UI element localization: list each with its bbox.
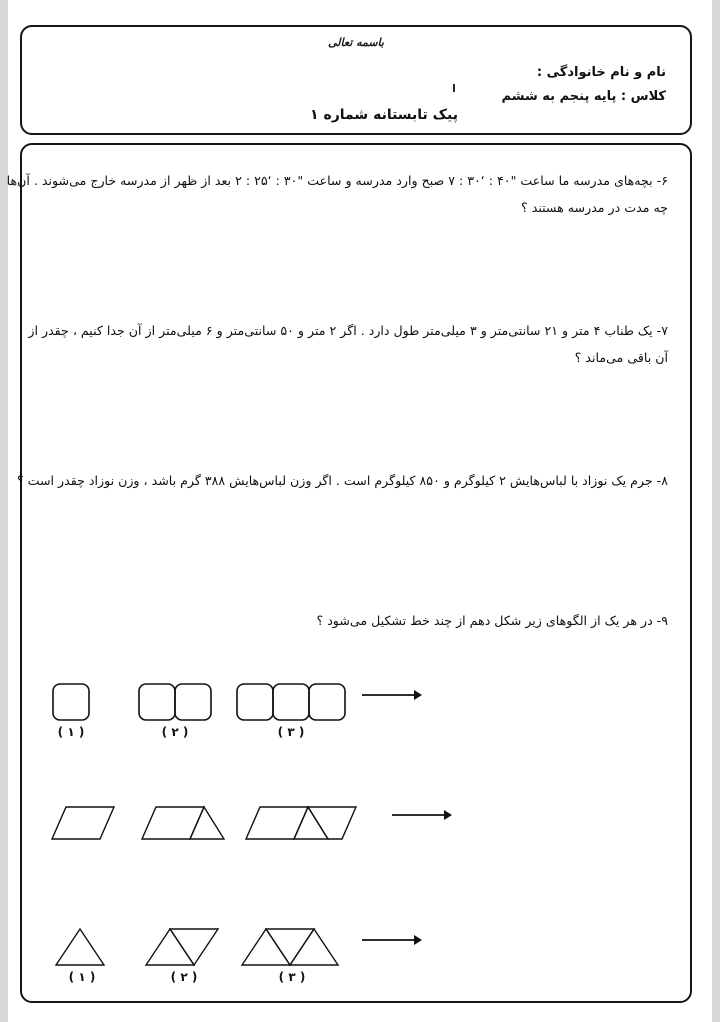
arrow-icon-triangles xyxy=(362,932,422,952)
page-title: پیک تابستانه شماره ۱ xyxy=(310,107,458,123)
question-6-line-2: چه مدت در مدرسه هستند ؟ xyxy=(521,200,668,215)
arrow-icon-squares xyxy=(362,687,422,707)
question-9 xyxy=(44,607,668,634)
question-8-line-1: ۸- جرم یک نوزاد با لباس‌هایش ۲ کیلوگرم و ۸۵۰ کیلوگرم است . اگر وزن لباس‌هایش ۳۸۸ گرم باشد ، وزن نوزاد چقدر است ؟ xyxy=(16,473,668,488)
pattern-row-parallelograms xyxy=(44,775,444,865)
question-8 xyxy=(16,467,668,494)
question-7 xyxy=(28,317,668,371)
figure-triangle-2 xyxy=(144,926,224,984)
basmala-text: باسمه تعالی xyxy=(328,36,384,49)
worksheet-page xyxy=(8,0,712,1022)
figure-squares-3 xyxy=(234,681,348,739)
figure-triangle-1 xyxy=(54,926,110,984)
figure-label-squares-2: ( ۲ ) xyxy=(161,725,189,739)
figure-label-squares-1: ( ۱ ) xyxy=(57,725,85,739)
figure-parallelogram-3 xyxy=(244,803,390,843)
pattern-row-squares xyxy=(44,655,444,745)
figure-parallelogram-2 xyxy=(140,803,248,843)
arrow-icon-parallelograms xyxy=(392,807,452,827)
header-box xyxy=(20,25,692,135)
sheet-inner xyxy=(8,0,712,1022)
question-7-line-1: ۷- یک طناب ۴ متر و ۲۱ سانتی‌متر و ۳ میلی‌متر طول دارد . اگر ۲ متر و ۵۰ سانتی‌متر و ۶ میلی‌متر از آن جدا کنیم ، چقدر از xyxy=(28,323,668,338)
stray-ink-mark xyxy=(453,84,455,92)
figure-label-squares-3: ( ۳ ) xyxy=(277,725,305,739)
figure-squares-1 xyxy=(50,681,92,739)
figure-squares-2 xyxy=(136,681,214,739)
question-7-line-2: آن باقی می‌ماند ؟ xyxy=(574,350,668,365)
class-field-label: کلاس : پایه پنجم به ششم xyxy=(501,89,666,104)
figure-label-triangle-2: ( ۲ ) xyxy=(170,970,198,984)
figure-triangle-3 xyxy=(240,926,344,984)
questions-box xyxy=(6,143,692,1003)
student-name-field-label[interactable]: نام و نام خانوادگی : xyxy=(536,65,666,80)
question-9-line-1: ۹- در هر یک از الگوهای زیر شکل دهم از چند خط تشکیل می‌شود ؟ xyxy=(316,613,668,628)
figure-parallelogram-1 xyxy=(50,803,120,843)
figure-label-triangle-1: ( ۱ ) xyxy=(68,970,96,984)
question-6 xyxy=(6,167,668,221)
pattern-row-triangles xyxy=(44,900,444,990)
question-6-line-1: ۶- بچه‌های مدرسه ما ساعت "۴۰ : ‘۳۰ : ۷ صبح وارد مدرسه و ساعت "۳۰ : ‘۲۵ : ۲ بعد از ظهر از مدرسه خارج می‌شوند . آن‌ها xyxy=(6,173,668,188)
figure-label-triangle-3: ( ۳ ) xyxy=(278,970,306,984)
